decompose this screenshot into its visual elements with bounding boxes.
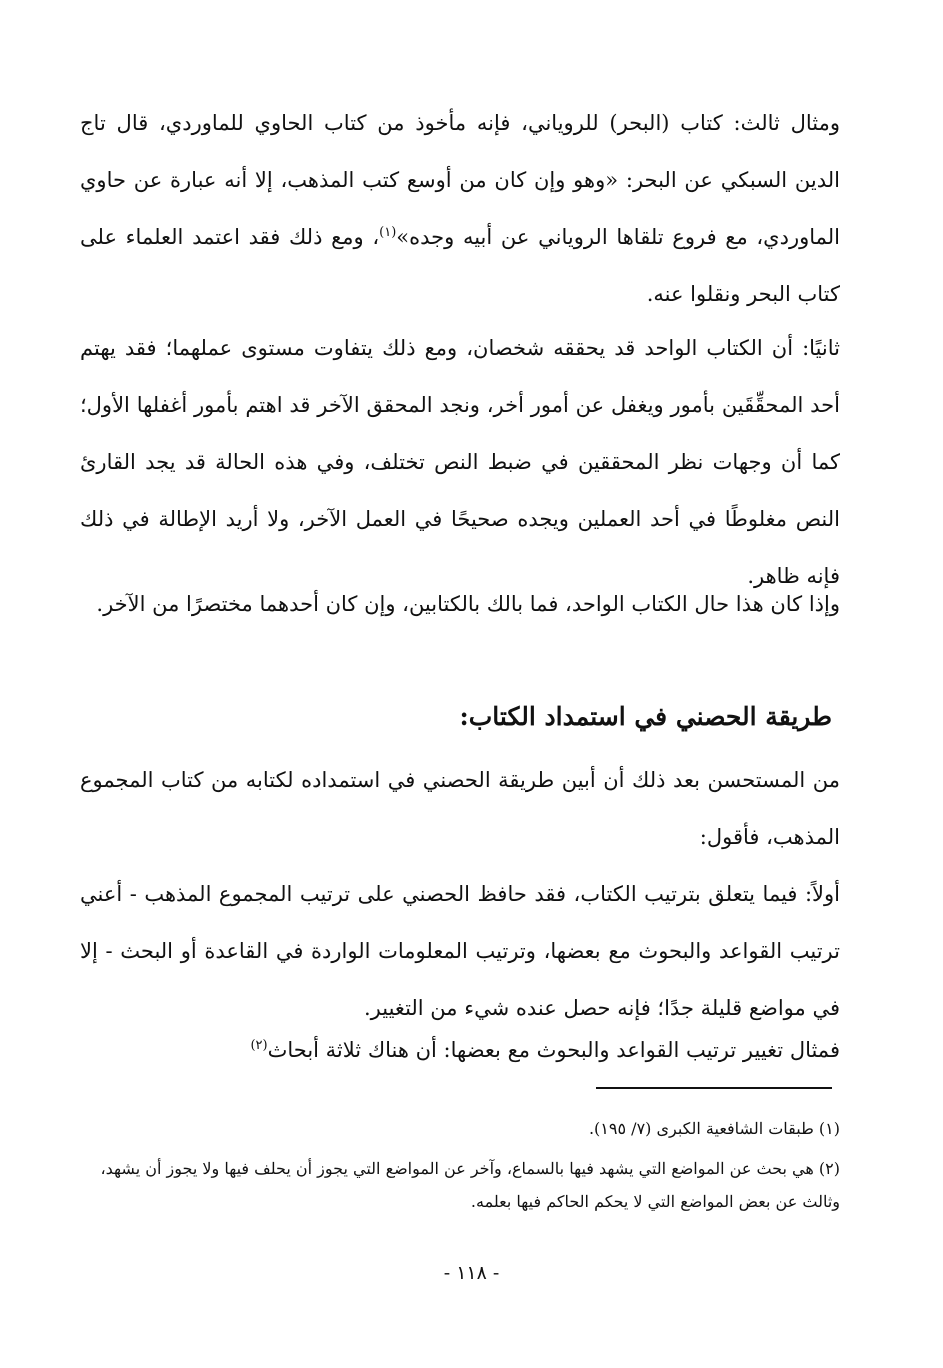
section-heading: طريقة الحصني في استمداد الكتاب: bbox=[459, 702, 832, 731]
paragraph-text: فمثال تغيير ترتيب القواعد والبحوث مع بعضها: أن هناك ثلاثة أبحاث bbox=[267, 1038, 840, 1062]
footnote-2: (٢) هي بحث عن المواضع التي يشهد فيها بالسماع، وآخر عن المواضع التي يجوز أن يحلف فيها ولا يجوز أن يشهد، وثالث عن بعض المواضع التي لا يحكم الحاكم فيها بعلمه. bbox=[100, 1159, 840, 1211]
footnote-1: (١) طبقات الشافعية الكبرى (٧/ ١٩٥). bbox=[588, 1119, 840, 1138]
footnote-ref-1: (١) bbox=[379, 225, 397, 240]
paragraph-text: ومثال ثالث: كتاب (البحر) للروياني، فإنه مأخوذ من كتاب الحاوي للماوردي، قال تاج الدين السبكي عن البحر: «وهو وإن كان من أوسع كتب المذهب، إلا أنه عبارة عن حاوي الماوردي، مع فروع تلقاها الروياني عن أبيه وجده» bbox=[80, 111, 841, 249]
paragraph-text: ، ومع ذلك فقد اعتمد العلماء على كتاب البحر ونقلوا عنه. bbox=[80, 225, 840, 306]
paragraph-second-point: ثانيًا: أن الكتاب الواحد قد يحققه شخصان، ومع ذلك يتفاوت مستوى عملهما؛ فقد يهتم أحد المحقِّقَين بأمور ويغفل عن أمور أخر، ونجد المحقق الآخر قد اهتم بأمور أغفلها الأول؛ كما أن وجهات نظر المحققين في ضبط النص تختلف، وفي هذه الحالة قد يجد القارئ النص مغلوطًا في أحد العملين ويجده صحيحًا في العمل الآخر، ولا أريد الإطالة في ذلك فإنه ظاهر. bbox=[80, 336, 840, 588]
footnote-divider bbox=[596, 1087, 832, 1089]
paragraph-example-ordering bbox=[80, 1022, 840, 1079]
paragraph-first-ordering: أولاً: فيما يتعلق بترتيب الكتاب، فقد حافظ الحصني على ترتيب المجموع المذهب - أعني ترتيب القواعد والبحوث مع بعضها، وترتيب المعلومات الواردة في القاعدة أو البحث - إلا في مواضع قليلة جدًا؛ فإنه حصل عنده شيء من التغيير. bbox=[80, 882, 840, 1020]
page-number: - ١١٨ - bbox=[443, 1262, 500, 1284]
paragraph-two-books: وإذا كان هذا حال الكتاب الواحد، فما بالك بالكتابين، وإن كان أحدهما مختصرًا من الآخر. bbox=[96, 592, 840, 616]
footnote-ref-2: (٢) bbox=[250, 1038, 268, 1053]
paragraph-example-bahr bbox=[80, 95, 840, 323]
paragraph-intro-method: من المستحسن بعد ذلك أن أبين طريقة الحصني في استمداده لكتابه من كتاب المجموع المذهب، فأقول: bbox=[80, 768, 840, 849]
